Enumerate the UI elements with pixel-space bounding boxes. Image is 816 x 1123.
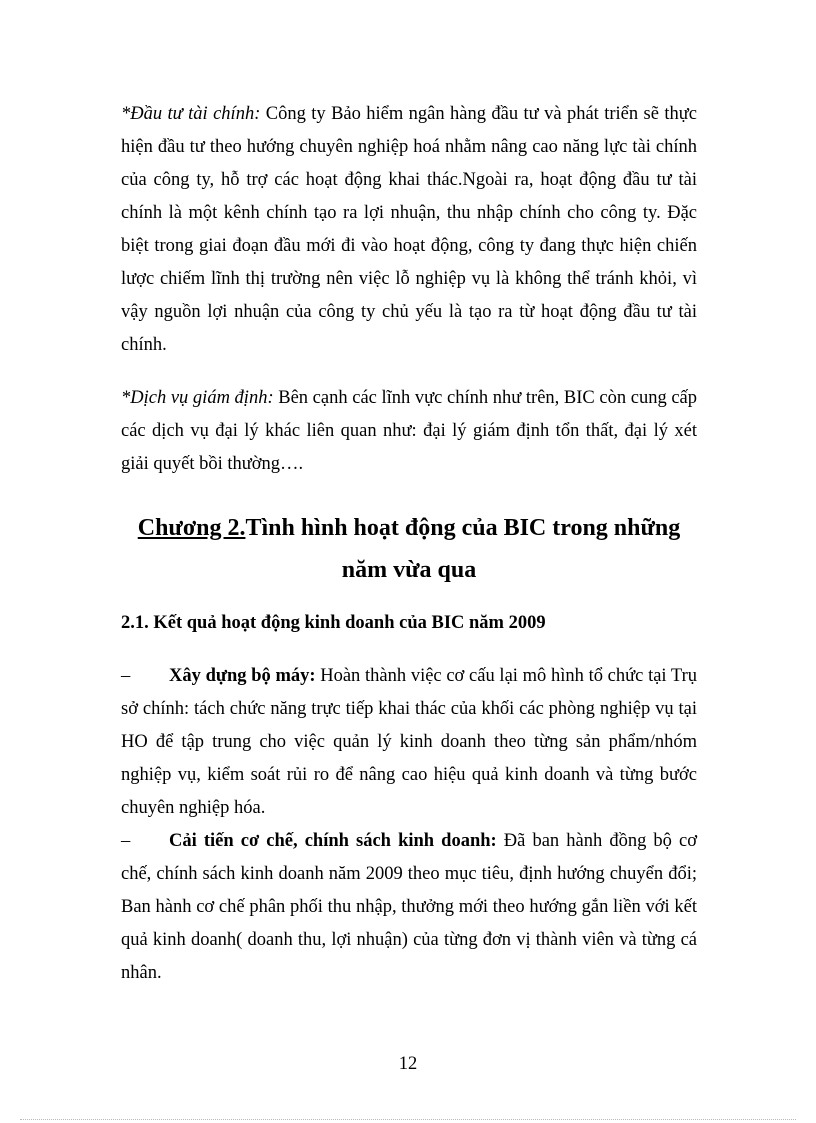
bullet-marker: –	[121, 831, 131, 851]
paragraph-investment	[121, 98, 697, 362]
page-content	[121, 98, 697, 990]
bullet-item	[121, 660, 697, 825]
chapter-heading	[121, 507, 697, 591]
paragraph-investment-text: Công ty Bảo hiểm ngân hàng đầu tư và phát triển sẽ thực hiện đầu tư theo hướng chuyên nghiệp hoá nhằm nâng cao năng lực tài chính của công ty, hỗ trợ các hoạt động khai thác.Ngoài ra, hoạt động đầu tư tài chính là một kênh chính tạo ra lợi nhuận, thu nhập chính cho công ty. Đặc biệt trong giai đoạn đầu mới đi vào hoạt động, công ty đang thực hiện chiến lược chiếm lĩnh thị trường nên việc lỗ nghiệp vụ là không thể tránh khỏi, vì vậy nguồn lợi nhuận của công ty chủ yếu là tạo ra từ hoạt động đầu tư tài chính.	[121, 104, 697, 355]
page-number: 12	[398, 1054, 418, 1074]
bullet-item	[121, 825, 697, 990]
bullet-text: Đã ban hành đồng bộ cơ chế, chính sách kinh doanh năm 2009 theo mục tiêu, định hướng chuyển đổi; Ban hành cơ chế phân phối thu nhập, thưởng mới theo hướng gắn liền với kết quả kinh doanh( doanh thu, lợi nhuận) của từng đơn vị thành viên và từng cá nhân.	[121, 831, 697, 983]
paragraph-appraisal-services	[121, 382, 697, 481]
paragraph-appraisal-lead: *Dịch vụ giám định:	[121, 388, 274, 408]
bullet-marker: –	[121, 666, 131, 686]
bullet-title: Xây dựng bộ máy:	[169, 666, 316, 686]
chapter-title: Tình hình hoạt động của BIC trong những năm vừa qua	[245, 515, 681, 583]
section-heading: 2.1. Kết quả hoạt động kinh doanh của BIC năm 2009	[121, 613, 546, 633]
paragraph-appraisal-text: Bên cạnh các lĩnh vực chính như trên, BIC còn cung cấp các dịch vụ đại lý khác liên quan như: đại lý giám định tổn thất, đại lý xét giải quyết bồi thường….	[121, 388, 697, 474]
bullet-text: Hoàn thành việc cơ cấu lại mô hình tổ chức tại Trụ sở chính: tách chức năng trực tiếp khai thác của khối các phòng nghiệp vụ tại HO để tập trung cho việc quản lý kinh doanh theo từng sản phẩm/nhóm nghiệp vụ, kiểm soát rủi ro để nâng cao hiệu quả kinh doanh và từng bước chuyên nghiệp hóa.	[121, 666, 697, 818]
paragraph-investment-lead: *Đầu tư tài chính:	[121, 104, 261, 124]
chapter-label: Chương 2.	[137, 515, 246, 541]
bullet-title: Cải tiến cơ chế, chính sách kinh doanh:	[169, 831, 497, 851]
page-bottom-divider	[20, 1119, 796, 1120]
